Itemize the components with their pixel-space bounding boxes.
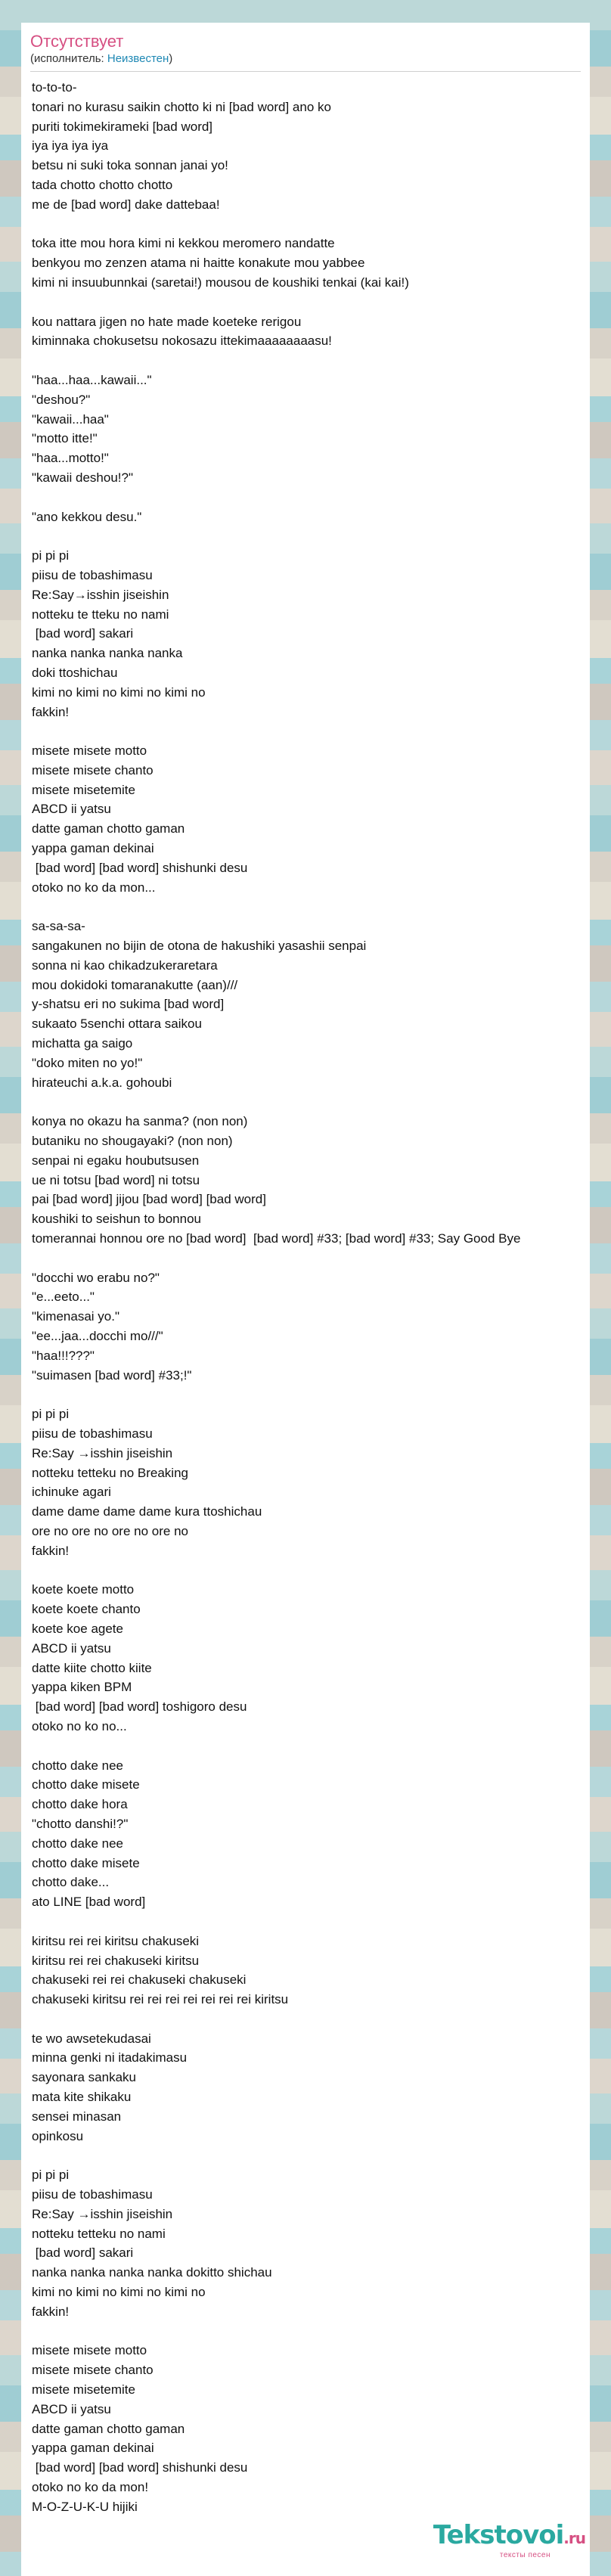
lyric-line: ore no ore no ore no ore no (32, 1523, 188, 1538)
lyric-line: y-shatsu eri no sukima [bad word] (32, 997, 225, 1012)
lyric-line: chakuseki kiritsu rei rei rei rei rei rei rei kiritsu (32, 1992, 289, 2007)
divider (30, 71, 581, 72)
lyric-line: pi pi pi (32, 1407, 70, 1422)
lyric-blank-line (32, 1092, 581, 1112)
lyric-line: chotto dake misete (32, 1855, 140, 1870)
lyric-line: notteku tetteku no Breaking (32, 1465, 188, 1480)
lyric-line: nanka nanka nanka nanka (32, 646, 183, 661)
lyric-line: [bad word] sakari (32, 626, 134, 641)
lyric-line: pi pi pi (32, 548, 70, 563)
logo-name: Tekstovoi (433, 2520, 564, 2550)
lyric-line: [bad word] sakari (32, 2245, 134, 2261)
lyric-line: pai [bad word] jijou [bad word] [bad word] (32, 1192, 266, 1207)
lyric-blank-line (32, 1912, 581, 1932)
performer-suffix: ) (169, 52, 173, 65)
lyric-line: koete koete chanto (32, 1602, 141, 1617)
lyric-line: yappa gaman dekinai (32, 2441, 154, 2456)
lyric-line: "kawaii deshou!?" (32, 470, 133, 485)
lyric-line: to-to-to- (32, 80, 77, 95)
lyric-line: "e...eeto..." (32, 1290, 95, 1305)
lyric-line: misete misetemite (32, 782, 135, 797)
logo-wordmark (433, 2522, 585, 2552)
lyric-line: michatta ga saigo (32, 1036, 133, 1051)
lyric-line: butaniku no shougayaki? (non non) (32, 1134, 233, 1149)
lyric-line: ue ni totsu [bad word] ni totsu (32, 1172, 200, 1187)
lyric-line: kimi no kimi no kimi no kimi no (32, 2285, 206, 2300)
lyric-line: konya no okazu ha sanma? (non non) (32, 1114, 248, 1129)
lyric-line: "haa...motto!" (32, 451, 109, 466)
song-title: Отсутствует (30, 32, 124, 51)
lyric-line: pi pi pi (32, 2168, 70, 2183)
lyric-line: "haa!!!???" (32, 1348, 95, 1363)
lyric-line: misete misete chanto (32, 2363, 154, 2378)
lyric-line: misete misete motto (32, 743, 147, 759)
lyric-line: senpai ni egaku houbutsusen (32, 1153, 200, 1168)
lyric-line: piisu de tobashimasu (32, 2187, 153, 2202)
lyric-blank-line (32, 1249, 581, 1268)
performer-prefix: (исполнитель: (30, 52, 107, 65)
lyric-line: piisu de tobashimasu (32, 567, 153, 582)
lyric-line: chakuseki rei rei chakuseki chakuseki (32, 1972, 247, 1988)
lyric-line: yappa gaman dekinai (32, 841, 154, 856)
lyric-line: "motto itte!" (32, 431, 98, 446)
lyric-line: "suimasen [bad word] #33;!" (32, 1367, 192, 1383)
lyric-line: sensei minasan (32, 2109, 122, 2124)
lyric-blank-line (32, 293, 581, 312)
lyric-line: ato LINE [bad word] (32, 1895, 146, 1910)
lyric-line: "ee...jaa...docchi mo///" (32, 1329, 163, 1343)
lyric-blank-line (32, 351, 581, 371)
lyric-line: koete koete motto (32, 1582, 135, 1597)
lyric-line: otoko no ko da mon! (32, 2480, 149, 2495)
lyric-line: kiminnaka chokusetsu nokosazu ittekimaaaaaaaasu! (32, 334, 332, 349)
lyric-blank-line (32, 2146, 581, 2165)
lyric-line: minna genki ni itadakimasu (32, 2050, 188, 2065)
lyric-line: chotto dake... (32, 1875, 110, 1890)
lyric-line: kimi no kimi no kimi no kimi no (32, 684, 206, 700)
lyric-line: "chotto danshi!?" (32, 1816, 129, 1831)
logo-tld: .ru (563, 2529, 585, 2547)
lyric-line: yappa kiken BPM (32, 1680, 132, 1695)
site-logo[interactable] (433, 2522, 585, 2559)
lyric-line: [bad word] [bad word] shishunki desu (32, 860, 248, 875)
lyric-line: hirateuchi a.k.a. gohoubi (32, 1075, 172, 1090)
lyric-line: chotto dake nee (32, 1836, 123, 1851)
lyric-blank-line (32, 215, 581, 234)
lyric-blank-line (32, 1385, 581, 1404)
lyric-line: mata kite shikaku (32, 2090, 132, 2105)
lyric-line: misete misete chanto (32, 762, 154, 777)
lyric-blank-line (32, 1561, 581, 1581)
lyric-line: koushiki to seishun to bonnou (32, 1212, 201, 1227)
lyric-line: puriti tokimekirameki [bad word] (32, 119, 213, 134)
lyric-line: otoko no ko da mon... (32, 880, 156, 895)
lyric-line: datte gaman chotto gaman (32, 821, 185, 836)
lyric-line: "deshou?" (32, 392, 91, 407)
lyrics-card (21, 23, 590, 2576)
lyric-blank-line (32, 526, 581, 546)
lyric-blank-line (32, 1736, 581, 1756)
lyric-line: datte kiite chotto kiite (32, 1660, 152, 1675)
lyric-line: "docchi wo erabu no?" (32, 1270, 160, 1285)
lyric-blank-line (32, 488, 581, 507)
lyric-line: doki ttoshichau (32, 665, 118, 680)
lyric-line: te wo awsetekudasai (32, 2031, 151, 2046)
lyric-line: sayonara sankaku (32, 2070, 136, 2085)
lyric-line: kiritsu rei rei kiritsu chakuseki (32, 1933, 200, 1948)
lyric-line: misete misete motto (32, 2343, 147, 2358)
lyric-line: ABCD ii yatsu (32, 2401, 111, 2416)
lyric-line: ichinuke agari (32, 1485, 111, 1500)
lyric-line: me de [bad word] dake dattebaa! (32, 197, 220, 212)
lyric-line: sa-sa-sa- (32, 919, 85, 934)
lyric-line: kou nattara jigen no hate made koeteke rerigou (32, 314, 302, 329)
lyric-line: datte gaman chotto gaman (32, 2421, 185, 2436)
lyric-line: kiritsu rei rei chakuseki kiritsu (32, 1953, 200, 1968)
logo-tagline: тексты песен (499, 2551, 551, 2559)
lyric-line: otoko no ko no... (32, 1718, 127, 1733)
lyric-line: "doko miten no yo!" (32, 1055, 143, 1070)
lyric-line: [bad word] [bad word] toshigoro desu (32, 1699, 247, 1715)
lyric-line: toka itte mou hora kimi ni kekkou meromero nandatte (32, 236, 335, 251)
lyric-line: [bad word] [bad word] shishunki desu (32, 2460, 248, 2475)
lyric-line: fakkin! (32, 2304, 70, 2319)
lyric-line: betsu ni suki toka sonnan janai yo! (32, 158, 228, 173)
lyric-line: ABCD ii yatsu (32, 802, 111, 817)
lyric-line: "haa...haa...kawaii..." (32, 372, 152, 387)
lyric-line: mou dokidoki tomaranakutte (aan)/// (32, 977, 238, 992)
lyric-line: sukaato 5senchi ottara saikou (32, 1016, 202, 1032)
lyric-line: notteku te tteku no nami (32, 607, 169, 622)
lyric-line: tonari no kurasu saikin chotto ki ni [bad word] ano ko (32, 99, 331, 114)
lyric-line: "kimenasai yo." (32, 1309, 120, 1324)
lyric-line: chotto dake nee (32, 1758, 123, 1773)
lyric-line: Re:Say →isshin jiseishin (32, 1445, 173, 1460)
lyric-blank-line (32, 2322, 581, 2342)
lyric-line: Re:Say →isshin jiseishin (32, 2206, 173, 2221)
lyric-blank-line (32, 2010, 581, 2029)
lyric-line: chotto dake hora (32, 1797, 128, 1812)
lyric-line: sangakunen no bijin de otona de hakushiki yasashii senpai (32, 939, 367, 954)
lyric-blank-line (32, 897, 581, 917)
performer-line (30, 51, 581, 67)
lyric-line: fakkin! (32, 1543, 70, 1558)
performer-link[interactable]: Неизвестен (107, 52, 169, 65)
lyric-line: "kawaii...haa" (32, 411, 109, 427)
lyric-line: koete koe agete (32, 1621, 123, 1636)
lyric-line: fakkin! (32, 704, 70, 719)
lyric-line: opinkosu (32, 2128, 84, 2143)
lyric-line: chotto dake misete (32, 1777, 140, 1792)
lyric-line: kimi ni insuubunnkai (saretai!) mousou de koushiki tenkai (kai kai!) (32, 275, 409, 290)
lyric-line: tada chotto chotto chotto (32, 177, 173, 192)
lyric-line: misete misetemite (32, 2382, 135, 2398)
lyric-line: Re:Say→isshin jiseishin (32, 587, 169, 602)
lyric-line: notteku tetteku no nami (32, 2226, 166, 2241)
lyric-line: M-O-Z-U-K-U hijiki (32, 2499, 138, 2514)
lyric-line: benkyou mo zenzen atama ni haitte konakute mou yabbee (32, 256, 365, 271)
lyric-line: "ano kekkou desu." (32, 509, 142, 524)
lyric-line: piisu de tobashimasu (32, 1426, 153, 1441)
lyric-line: iya iya iya iya (32, 138, 109, 154)
lyric-line: ABCD ii yatsu (32, 1640, 111, 1656)
lyric-line: sonna ni kao chikadzukeraretara (32, 957, 218, 973)
lyric-line: nanka nanka nanka nanka dokitto shichau (32, 2265, 272, 2280)
lyric-line: tomerannai honnou ore no [bad word] [bad word] #33; [bad word] #33; Say Good Bye (32, 1231, 521, 1246)
lyric-blank-line (32, 722, 581, 741)
lyrics-text (30, 78, 581, 2517)
lyric-line: dame dame dame dame kura ttoshichau (32, 1504, 262, 1519)
